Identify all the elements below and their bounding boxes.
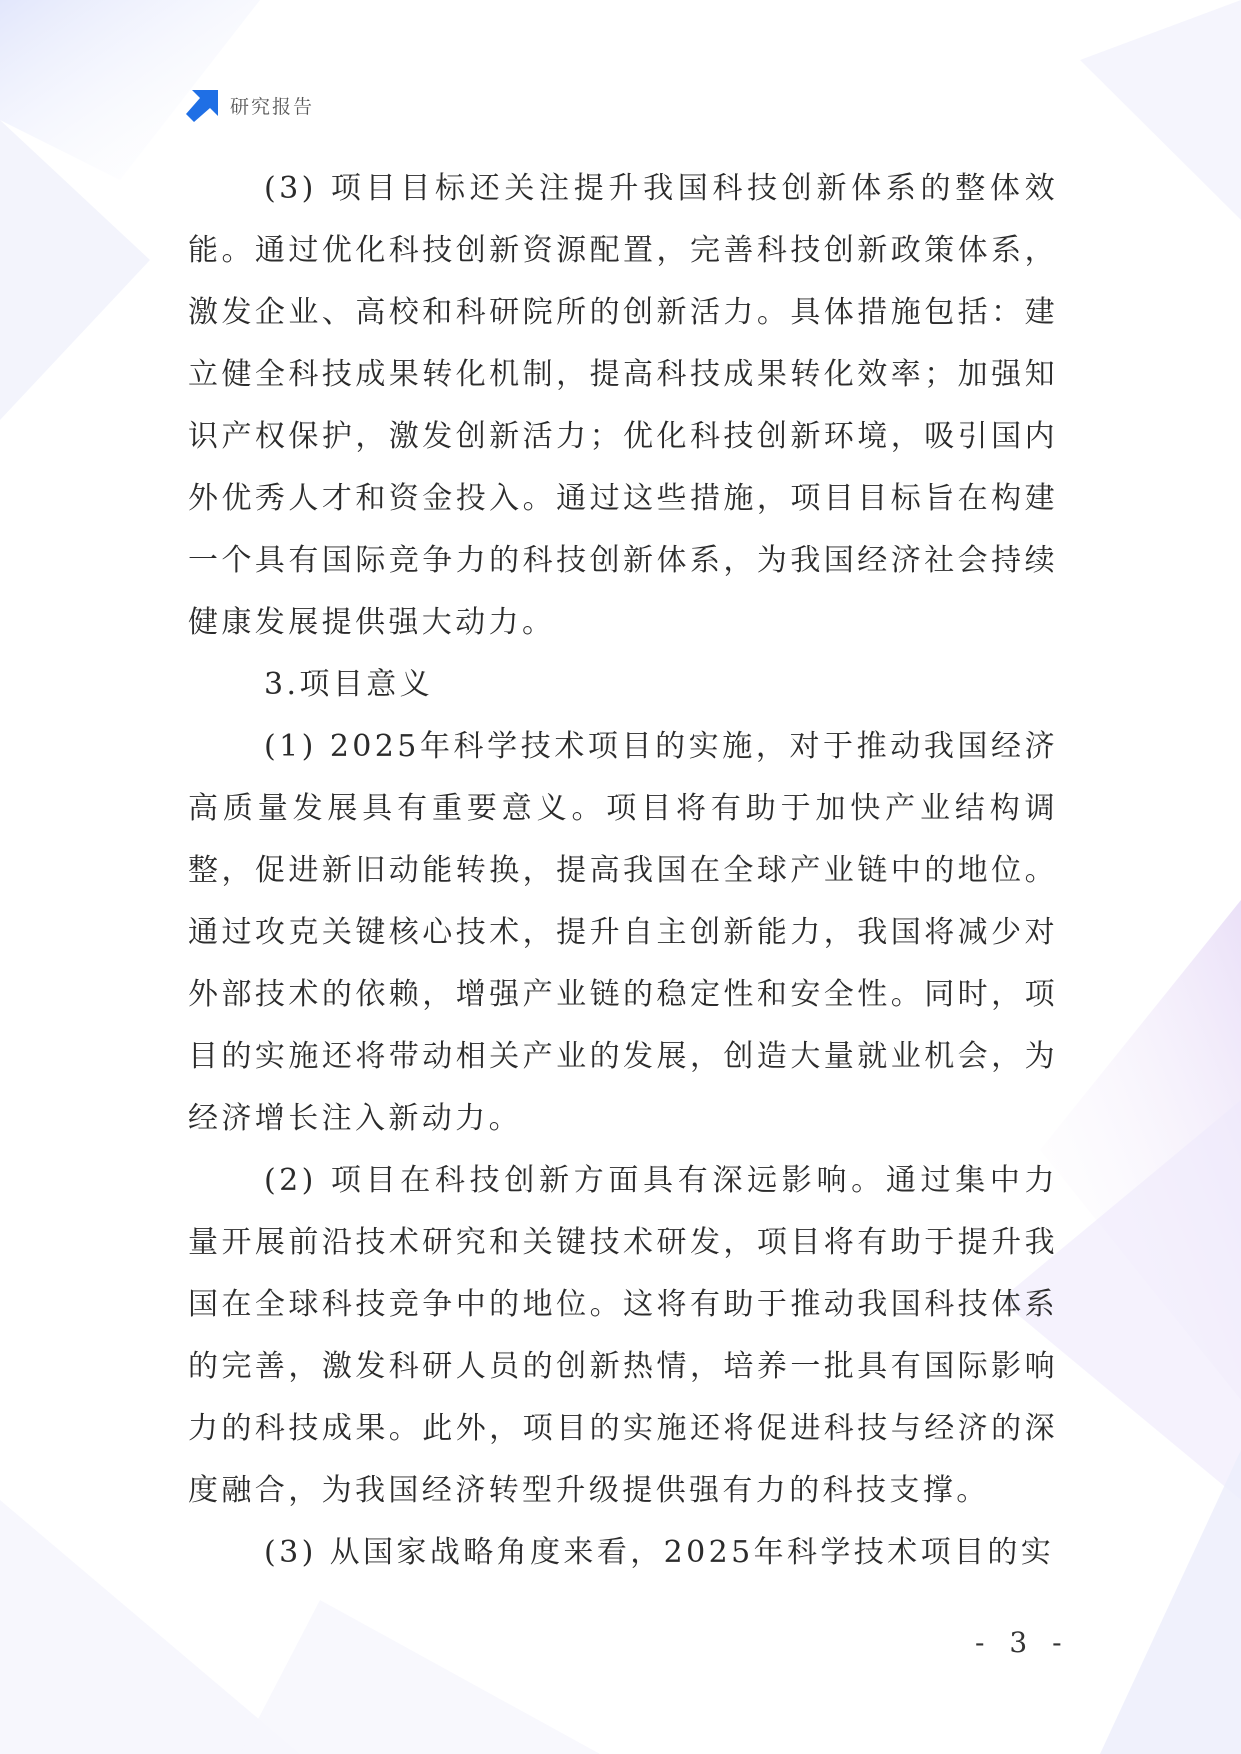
arrow-up-right-icon <box>186 88 220 122</box>
paragraph-goal-3: (3) 项目目标还关注提升我国科技创新体系的整体效能。通过优化科技创新资源配置，完善科技创新政策体系，激发企业、高校和科研院所的创新活力。具体措施包括：建立健全科技成果转化机制，提高科技成果转化效率；加强知识产权保护，激发创新活力；优化科技创新环境，吸引国内外优秀人才和资金投入。通过这些措施，项目目标旨在构建一个具有国际竞争力的科技创新体系，为我国经济社会持续健康发展提供强大动力。 <box>188 171 1058 640</box>
report-header <box>186 88 314 122</box>
page-number: - 3 - <box>975 1626 1070 1659</box>
paragraph-significance-1: (1) 2025年科学技术项目的实施，对于推动我国经济高质量发展具有重要意义。项目将有助于加快产业结构调整，促进新旧动能转换，提高我国在全球产业链中的地位。通过攻克关键核心技术，提升自主创新能力，我国将减少对外部技术的依赖，增强产业链的稳定性和安全性。同时，项目的实施还将带动相关产业的发展，创造大量就业机会，为经济增长注入新动力。 <box>188 729 1058 1136</box>
section-heading: 3.项目意义 <box>264 667 434 702</box>
header-title: 研究报告 <box>230 95 315 118</box>
paragraph-significance-3: (3) 从国家战略角度来看，2025年科学技术项目的实 <box>264 1535 1055 1570</box>
paragraph-significance-2: (2) 项目在科技创新方面具有深远影响。通过集中力量开展前沿技术研究和关键技术研发，项目将有助于提升我国在全球科技竞争中的地位。这将有助于推动我国科技体系的完善，激发科研人员的创新热情，培养一批具有国际影响力的科技成果。此外，项目的实施还将促进科技与经济的深度融合，为我国经济转型升级提供强有力的科技支撑。 <box>188 1163 1058 1508</box>
document-body <box>188 158 1058 1584</box>
